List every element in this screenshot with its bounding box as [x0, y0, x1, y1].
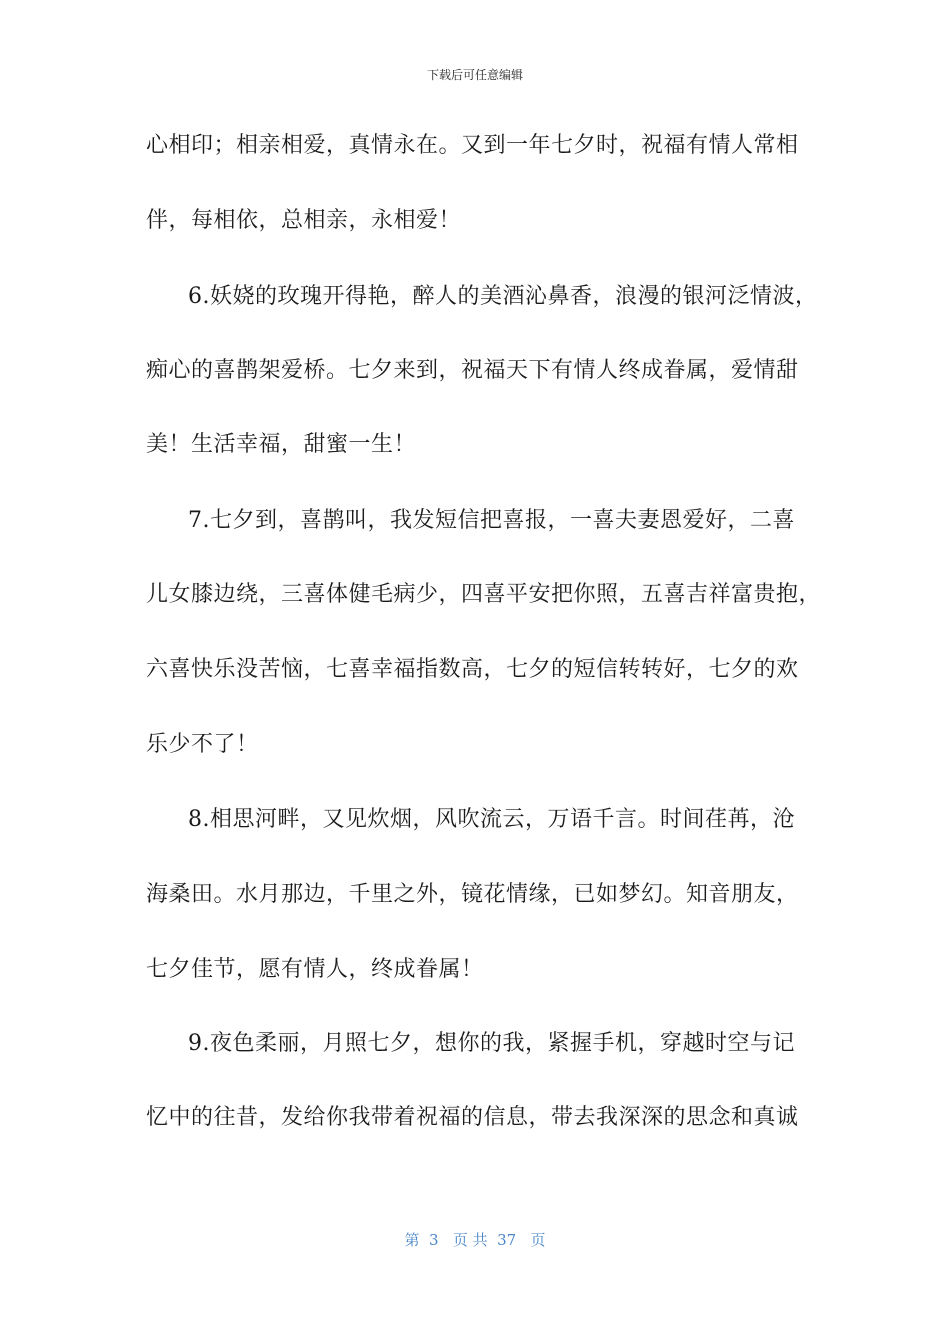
text-line: 乐少不了！	[146, 732, 259, 757]
text-line: 9.夜色柔丽，月照七夕，想你的我，紧握手机，穿越时空与记	[188, 1031, 795, 1056]
text-line: 海桑田。水月那边，千里之外，镜花情缘，已如梦幻。知音朋友，	[146, 882, 799, 907]
page-number-footer: 第 3 页 共 37 页	[404, 1231, 546, 1249]
text-line: 7.七夕到，喜鹊叫，我发短信把喜报，一喜夫妻恩爱好，二喜	[188, 508, 795, 533]
text-line: 七夕佳节，愿有情人，终成眷属！	[146, 957, 484, 982]
text-line: 美！生活幸福，甜蜜一生！	[146, 432, 417, 457]
text-line: 痴心的喜鹊架爱桥。七夕来到，祝福天下有情人终成眷属，爱情甜	[146, 358, 799, 383]
text-line: 心相印；相亲相爱，真情永在。又到一年七夕时，祝福有情人常相	[146, 133, 799, 158]
text-line: 6.妖娆的玫瑰开得艳，醉人的美酒沁鼻香，浪漫的银河泛情波，	[188, 284, 818, 309]
text-line: 儿女膝边绕，三喜体健毛病少，四喜平安把你照，五喜吉祥富贵抱，	[146, 582, 822, 607]
text-line: 六喜快乐没苦恼，七喜幸福指数高，七夕的短信转转好，七夕的欢	[146, 657, 799, 682]
header-note: 下载后可任意编辑	[426, 68, 523, 82]
text-line: 忆中的往昔，发给你我带着祝福的信息，带去我深深的思念和真诚	[146, 1105, 799, 1130]
text-line: 8.相思河畔，又见炊烟，风吹流云，万语千言。时间荏苒，沧	[188, 807, 795, 832]
text-line: 伴，每相依，总相亲，永相爱！	[146, 208, 462, 233]
